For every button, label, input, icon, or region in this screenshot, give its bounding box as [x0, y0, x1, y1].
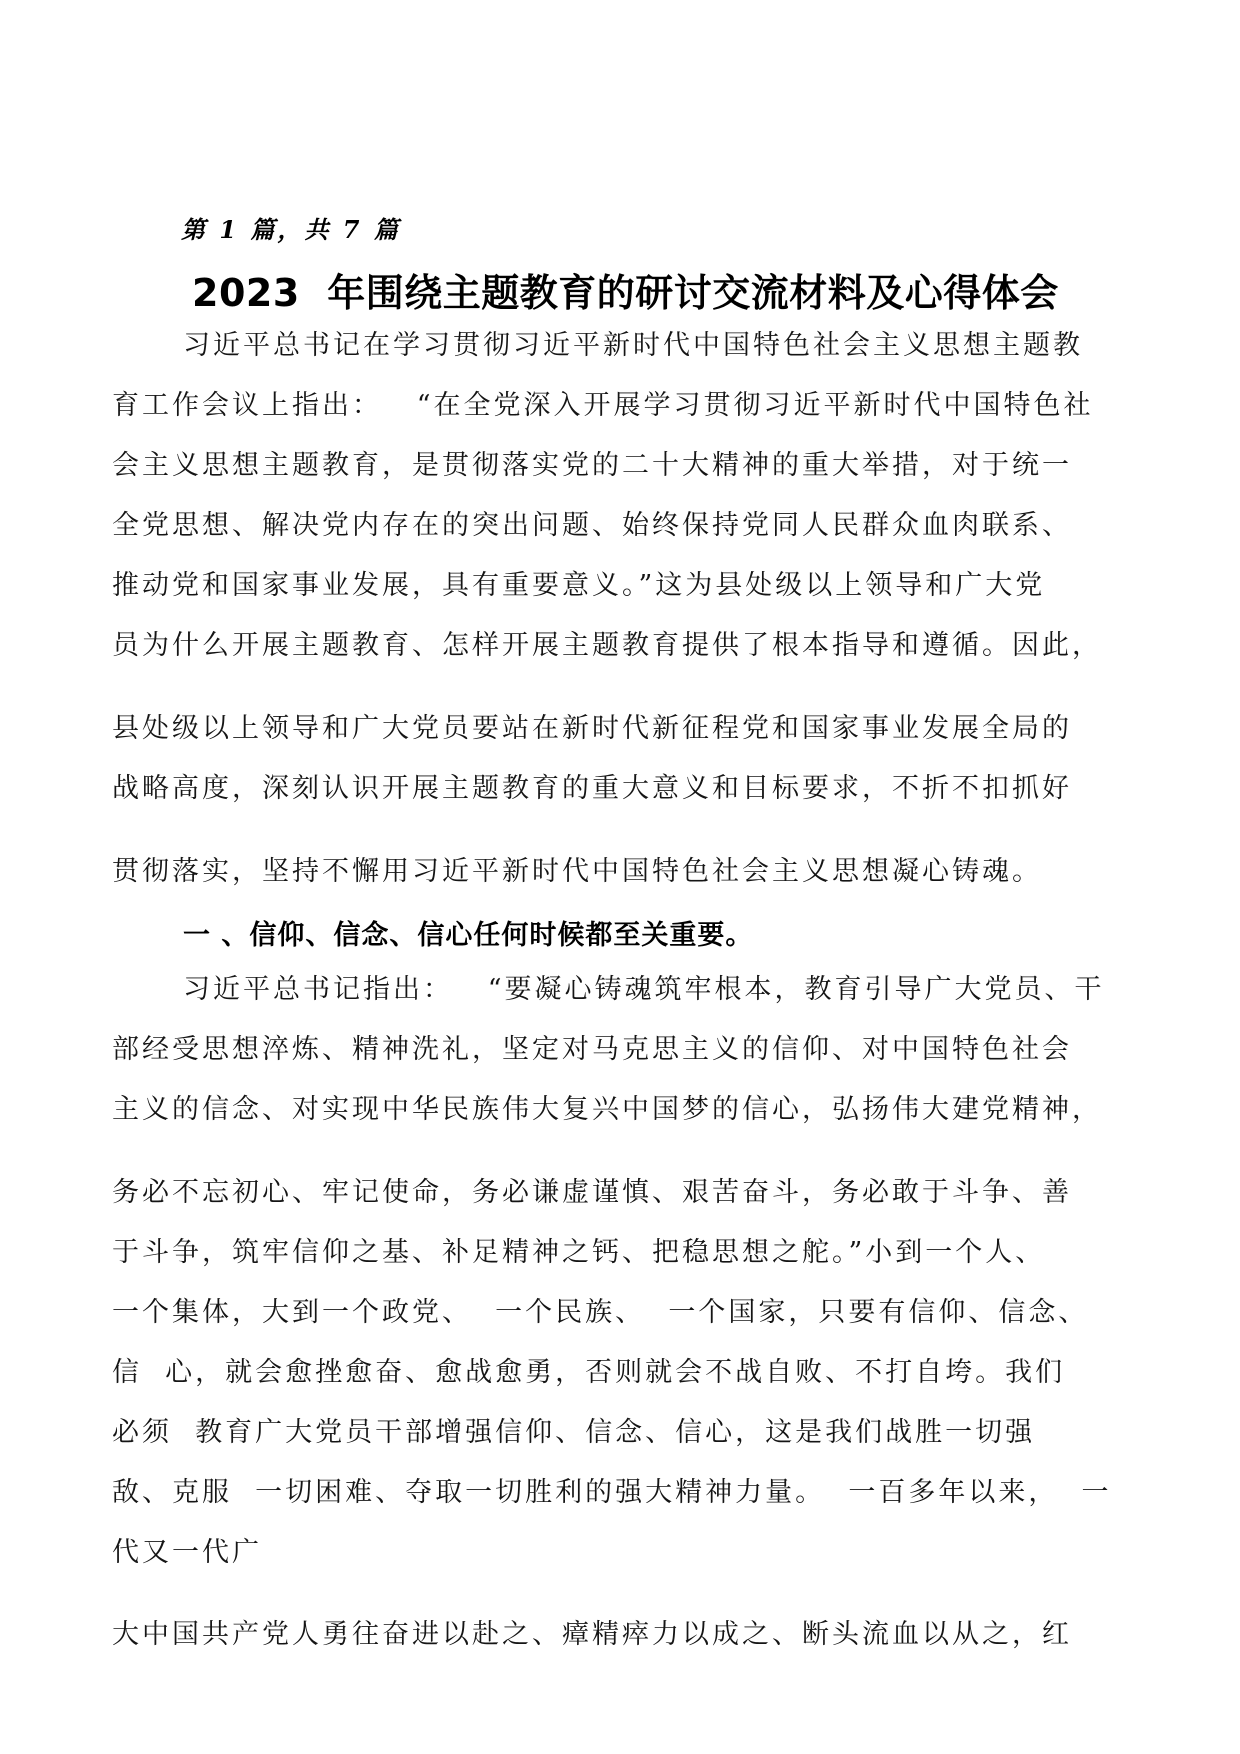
paragraph-line: 部经受思想淬炼、精神洗礼，坚定对马克思主义的信仰、对中国特色社会 — [112, 1034, 1072, 1065]
paragraph-line: 信 心，就会愈挫愈奋、愈战愈勇，否则就会不战自败、不打自垮。我们 — [112, 1357, 1066, 1388]
section-heading: 一 、信仰、信念、信心任何时候都至关重要。 — [183, 920, 754, 951]
paragraph-line: 必须 教育广大党员干部增强信仰、信念、信心，这是我们战胜一切强 — [112, 1417, 1036, 1448]
paragraph-line: 习近平总书记在学习贯彻习近平新时代中国特色社会主义思想主题教 — [183, 330, 1083, 361]
paragraph-line: 县处级以上领导和广大党员要站在新时代新征程党和国家事业发展全局的 — [112, 713, 1072, 744]
paragraph-line: 务必不忘初心、牢记使命，务必谦虚谨慎、艰苦奋斗，务必敢于斗争、善 — [112, 1177, 1072, 1208]
paragraph-line: 育工作会议上指出： “在全党深入开展学习贯彻习近平新时代中国特色社 — [112, 390, 1094, 421]
paragraph-line: 于斗争，筑牢信仰之基、补足精神之钙、把稳思想之舵。”小到一个人、 — [112, 1237, 1046, 1268]
paragraph-line: 会主义思想主题教育，是贯彻落实党的二十大精神的重大举措，对于统一 — [112, 450, 1072, 481]
paragraph-line: 主义的信念、对实现中华民族伟大复兴中国梦的信心，弘扬伟大建党精神， — [112, 1094, 1102, 1125]
paragraph-line: 全党思想、解决党内存在的突出问题、始终保持党同人民群众血肉联系、 — [112, 510, 1072, 541]
paragraph-line: 战略高度，深刻认识开展主题教育的重大意义和目标要求，不折不扣抓好 — [112, 773, 1072, 804]
paragraph-line: 一个集体，大到一个政党、 一个民族、 一个国家，只要有信仰、信念、 — [112, 1297, 1089, 1328]
paragraph-line: 敌、克服 一切困难、夺取一切胜利的强大精神力量。 一百多年以来， 一 — [112, 1477, 1112, 1508]
paragraph-line: 推动党和国家事业发展，具有重要意义。”这为县处级以上领导和广大党 — [112, 570, 1046, 601]
paragraph-line: 习近平总书记指出： “要凝心铸魂筑牢根本，教育引导广大党员、干 — [183, 974, 1105, 1005]
paragraph-line: 员为什么开展主题教育、怎样开展主题教育提供了根本指导和遵循。因此， — [112, 630, 1102, 661]
document-subtitle: 第 1 篇，共 7 篇 — [181, 215, 401, 244]
paragraph-line: 代又一代广 — [112, 1537, 262, 1568]
paragraph-line: 贯彻落实，坚持不懈用习近平新时代中国特色社会主义思想凝心铸魂。 — [112, 856, 1042, 887]
paragraph-line: 大中国共产党人勇往奋进以赴之、瘴精瘁力以成之、断头流血以从之，红 — [112, 1619, 1072, 1650]
document-title: 2023 年围绕主题教育的研讨交流材料及心得体会 — [192, 271, 1059, 315]
